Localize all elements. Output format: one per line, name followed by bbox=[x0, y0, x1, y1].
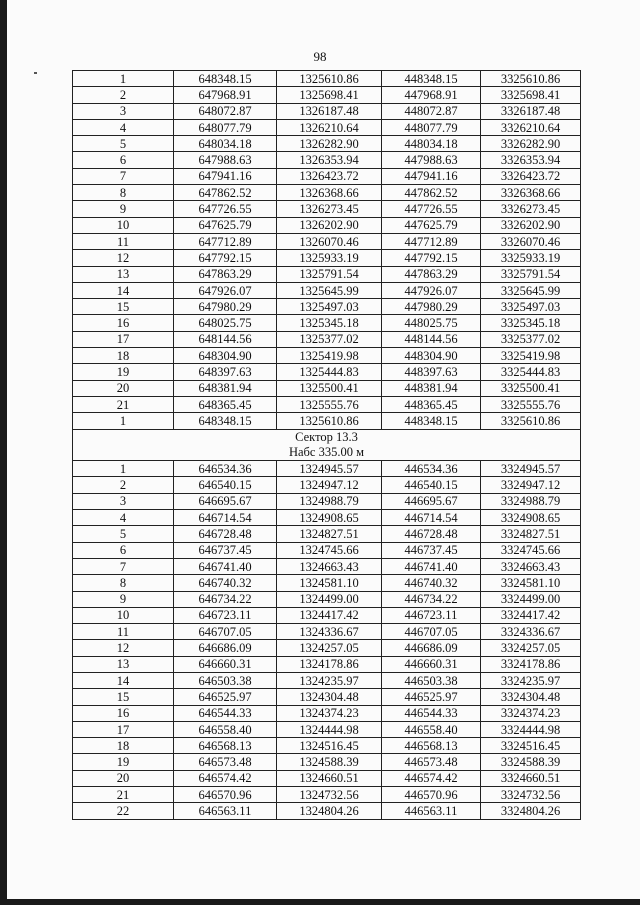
coordinate-cell: 648381.94 bbox=[174, 380, 277, 396]
point-number-cell: 9 bbox=[73, 591, 174, 607]
coordinate-cell: 447625.79 bbox=[382, 217, 481, 233]
coordinate-cell: 3326368.66 bbox=[481, 185, 581, 201]
table-row bbox=[73, 558, 581, 574]
coordinate-cell: 646540.15 bbox=[174, 477, 277, 493]
coordinate-cell: 446740.32 bbox=[382, 575, 481, 591]
point-number-cell: 1 bbox=[73, 461, 174, 477]
table-row bbox=[73, 299, 581, 315]
coordinate-cell: 446728.48 bbox=[382, 526, 481, 542]
coordinate-cell: 447968.91 bbox=[382, 87, 481, 103]
table-row bbox=[73, 87, 581, 103]
coordinate-cell: 3324444.98 bbox=[481, 721, 581, 737]
coordinate-cell: 646525.97 bbox=[174, 689, 277, 705]
point-number-cell: 9 bbox=[73, 201, 174, 217]
coordinate-cell: 446563.11 bbox=[382, 803, 481, 819]
coordinate-cell: 3326423.72 bbox=[481, 168, 581, 184]
coordinate-cell: 1324336.67 bbox=[277, 624, 382, 640]
coordinate-cell: 3324516.45 bbox=[481, 738, 581, 754]
coordinate-cell: 1324178.86 bbox=[277, 656, 382, 672]
coordinate-cell: 446544.33 bbox=[382, 705, 481, 721]
table-row bbox=[73, 575, 581, 591]
table-row bbox=[73, 624, 581, 640]
point-number-cell: 4 bbox=[73, 119, 174, 135]
point-number-cell: 17 bbox=[73, 331, 174, 347]
coordinate-cell: 3325933.19 bbox=[481, 250, 581, 266]
coordinate-cell: 446570.96 bbox=[382, 787, 481, 803]
coordinate-cell: 447726.55 bbox=[382, 201, 481, 217]
coordinate-cell: 1325500.41 bbox=[277, 380, 382, 396]
coordinate-cell: 647726.55 bbox=[174, 201, 277, 217]
point-number-cell: 7 bbox=[73, 558, 174, 574]
point-number-cell: 8 bbox=[73, 575, 174, 591]
coordinate-cell: 1325555.76 bbox=[277, 396, 382, 412]
coordinate-cell: 3326273.45 bbox=[481, 201, 581, 217]
coordinate-cell: 3326210.64 bbox=[481, 119, 581, 135]
table-row bbox=[73, 250, 581, 266]
coordinate-cell: 448144.56 bbox=[382, 331, 481, 347]
coordinate-cell: 3325645.99 bbox=[481, 282, 581, 298]
coordinate-cell: 1325444.83 bbox=[277, 364, 382, 380]
point-number-cell: 12 bbox=[73, 250, 174, 266]
table-row bbox=[73, 607, 581, 623]
point-number-cell: 17 bbox=[73, 721, 174, 737]
point-number-cell: 16 bbox=[73, 705, 174, 721]
table-row bbox=[73, 510, 581, 526]
coordinate-cell: 646695.67 bbox=[174, 493, 277, 509]
point-number-cell: 19 bbox=[73, 754, 174, 770]
coordinate-cell: 1324581.10 bbox=[277, 575, 382, 591]
coordinate-cell: 3326353.94 bbox=[481, 152, 581, 168]
point-number-cell: 2 bbox=[73, 477, 174, 493]
table-row bbox=[73, 787, 581, 803]
coordinate-cell: 3324499.00 bbox=[481, 591, 581, 607]
table-row bbox=[73, 136, 581, 152]
point-number-cell: 2 bbox=[73, 87, 174, 103]
coordinate-cell: 1324804.26 bbox=[277, 803, 382, 819]
coordinate-cell: 647712.89 bbox=[174, 233, 277, 249]
point-number-cell: 1 bbox=[73, 71, 174, 87]
table-row bbox=[73, 591, 581, 607]
coordinate-cell: 446525.97 bbox=[382, 689, 481, 705]
coordinate-cell: 3325345.18 bbox=[481, 315, 581, 331]
table-row bbox=[73, 168, 581, 184]
coordinate-cell: 648034.18 bbox=[174, 136, 277, 152]
table-row bbox=[73, 705, 581, 721]
coordinate-cell: 3325555.76 bbox=[481, 396, 581, 412]
table-row bbox=[73, 71, 581, 87]
table-row bbox=[73, 233, 581, 249]
coordinate-cell: 3324988.79 bbox=[481, 493, 581, 509]
point-number-cell: 15 bbox=[73, 299, 174, 315]
coordinate-cell: 446686.09 bbox=[382, 640, 481, 656]
point-number-cell: 1 bbox=[73, 413, 174, 429]
table-row bbox=[73, 201, 581, 217]
point-number-cell: 13 bbox=[73, 656, 174, 672]
coordinate-cell: 1324444.98 bbox=[277, 721, 382, 737]
coordinate-cell: 1324947.12 bbox=[277, 477, 382, 493]
coordinate-cell: 3324417.42 bbox=[481, 607, 581, 623]
point-number-cell: 8 bbox=[73, 185, 174, 201]
coordinate-cell: 647863.29 bbox=[174, 266, 277, 282]
coordinate-cell: 446574.42 bbox=[382, 770, 481, 786]
coordinate-cell: 3326282.90 bbox=[481, 136, 581, 152]
coordinate-cell: 646740.32 bbox=[174, 575, 277, 591]
coordinate-cell: 647980.29 bbox=[174, 299, 277, 315]
coordinate-cell: 447712.89 bbox=[382, 233, 481, 249]
table-row bbox=[73, 348, 581, 364]
coordinate-cell: 647926.07 bbox=[174, 282, 277, 298]
point-number-cell: 4 bbox=[73, 510, 174, 526]
point-number-cell: 20 bbox=[73, 380, 174, 396]
coordinate-cell: 3325500.41 bbox=[481, 380, 581, 396]
point-number-cell: 16 bbox=[73, 315, 174, 331]
coordinate-cell: 646737.45 bbox=[174, 542, 277, 558]
coordinate-cell: 446660.31 bbox=[382, 656, 481, 672]
table-row bbox=[73, 331, 581, 347]
coordinate-cell: 647941.16 bbox=[174, 168, 277, 184]
coordinate-cell: 1325933.19 bbox=[277, 250, 382, 266]
coordinate-cell: 1324827.51 bbox=[277, 526, 382, 542]
point-number-cell: 5 bbox=[73, 526, 174, 542]
point-number-cell: 20 bbox=[73, 770, 174, 786]
point-number-cell: 6 bbox=[73, 542, 174, 558]
coordinate-cell: 3326070.46 bbox=[481, 233, 581, 249]
coordinate-cell: 1326187.48 bbox=[277, 103, 382, 119]
coordinate-cell: 3324663.43 bbox=[481, 558, 581, 574]
point-number-cell: 18 bbox=[73, 348, 174, 364]
table-row bbox=[73, 803, 581, 819]
coordinate-cell: 3324235.97 bbox=[481, 672, 581, 688]
coordinate-cell: 1325610.86 bbox=[277, 413, 382, 429]
coordinate-cell: 647968.91 bbox=[174, 87, 277, 103]
point-number-cell: 11 bbox=[73, 624, 174, 640]
coordinate-cell: 3325610.86 bbox=[481, 413, 581, 429]
coordinate-cell: 448381.94 bbox=[382, 380, 481, 396]
coordinate-cell: 646574.42 bbox=[174, 770, 277, 786]
coordinate-cell: 3326187.48 bbox=[481, 103, 581, 119]
coordinate-cell: 1324663.43 bbox=[277, 558, 382, 574]
coordinate-cell: 447988.63 bbox=[382, 152, 481, 168]
coordinate-cell: 446741.40 bbox=[382, 558, 481, 574]
table-row bbox=[73, 152, 581, 168]
coordinate-cell: 1325377.02 bbox=[277, 331, 382, 347]
coordinate-cell: 1326273.45 bbox=[277, 201, 382, 217]
coordinate-cell: 1324588.39 bbox=[277, 754, 382, 770]
coordinate-cell: 446707.05 bbox=[382, 624, 481, 640]
section-subtitle: Набс 335.00 м bbox=[73, 445, 581, 461]
table-row bbox=[73, 266, 581, 282]
coordinate-cell: 3324732.56 bbox=[481, 787, 581, 803]
point-number-cell: 14 bbox=[73, 672, 174, 688]
coordinate-cell: 647792.15 bbox=[174, 250, 277, 266]
coordinate-cell: 1324945.57 bbox=[277, 461, 382, 477]
table-row bbox=[73, 526, 581, 542]
coordinate-cell: 1326210.64 bbox=[277, 119, 382, 135]
coordinates-table bbox=[72, 70, 581, 820]
table-row bbox=[73, 542, 581, 558]
point-number-cell: 21 bbox=[73, 787, 174, 803]
table-row bbox=[73, 364, 581, 380]
point-number-cell: 3 bbox=[73, 103, 174, 119]
table-row bbox=[73, 185, 581, 201]
coordinate-cell: 648348.15 bbox=[174, 71, 277, 87]
coordinate-cell: 446737.45 bbox=[382, 542, 481, 558]
coordinate-cell: 446540.15 bbox=[382, 477, 481, 493]
scan-speck bbox=[34, 72, 37, 74]
scan-left-edge bbox=[0, 0, 7, 905]
table-row bbox=[73, 413, 581, 429]
coordinate-cell: 1324988.79 bbox=[277, 493, 382, 509]
coordinate-cell: 1325645.99 bbox=[277, 282, 382, 298]
coordinate-cell: 647625.79 bbox=[174, 217, 277, 233]
coordinate-cell: 646734.22 bbox=[174, 591, 277, 607]
coordinate-cell: 3324336.67 bbox=[481, 624, 581, 640]
coordinate-cell: 446503.38 bbox=[382, 672, 481, 688]
coordinate-cell: 3324827.51 bbox=[481, 526, 581, 542]
table-row bbox=[73, 640, 581, 656]
table-row bbox=[73, 477, 581, 493]
point-number-cell: 7 bbox=[73, 168, 174, 184]
coordinate-cell: 3324581.10 bbox=[481, 575, 581, 591]
table-row bbox=[73, 770, 581, 786]
table-row bbox=[73, 493, 581, 509]
coordinate-cell: 648397.63 bbox=[174, 364, 277, 380]
coordinate-cell: 646534.36 bbox=[174, 461, 277, 477]
coordinate-cell: 3324588.39 bbox=[481, 754, 581, 770]
coordinate-cell: 446558.40 bbox=[382, 721, 481, 737]
coordinate-cell: 1324660.51 bbox=[277, 770, 382, 786]
coordinate-cell: 646707.05 bbox=[174, 624, 277, 640]
table-row bbox=[73, 461, 581, 477]
point-number-cell: 21 bbox=[73, 396, 174, 412]
table-row bbox=[73, 689, 581, 705]
coordinate-cell: 646728.48 bbox=[174, 526, 277, 542]
coordinate-cell: 646570.96 bbox=[174, 787, 277, 803]
coordinate-cell: 648077.79 bbox=[174, 119, 277, 135]
coordinate-cell: 648025.75 bbox=[174, 315, 277, 331]
coordinate-cell: 1326353.94 bbox=[277, 152, 382, 168]
coordinate-cell: 648072.87 bbox=[174, 103, 277, 119]
coordinate-cell: 447862.52 bbox=[382, 185, 481, 201]
coordinate-cell: 3325444.83 bbox=[481, 364, 581, 380]
table-row bbox=[73, 282, 581, 298]
coordinate-cell: 648144.56 bbox=[174, 331, 277, 347]
coordinate-cell: 446573.48 bbox=[382, 754, 481, 770]
table-row bbox=[73, 754, 581, 770]
coordinate-cell: 446695.67 bbox=[382, 493, 481, 509]
coordinate-cell: 448072.87 bbox=[382, 103, 481, 119]
coordinate-cell: 1325345.18 bbox=[277, 315, 382, 331]
coordinate-cell: 1324516.45 bbox=[277, 738, 382, 754]
coordinate-cell: 3325698.41 bbox=[481, 87, 581, 103]
coordinate-cell: 446534.36 bbox=[382, 461, 481, 477]
coordinate-cell: 448348.15 bbox=[382, 71, 481, 87]
table-row bbox=[73, 103, 581, 119]
coordinate-cell: 3326202.90 bbox=[481, 217, 581, 233]
coordinate-cell: 648365.45 bbox=[174, 396, 277, 412]
coordinate-cell: 1326368.66 bbox=[277, 185, 382, 201]
coordinate-cell: 448034.18 bbox=[382, 136, 481, 152]
coordinate-cell: 646568.13 bbox=[174, 738, 277, 754]
coordinate-cell: 1324499.00 bbox=[277, 591, 382, 607]
coordinate-cell: 1324732.56 bbox=[277, 787, 382, 803]
coordinate-cell: 646503.38 bbox=[174, 672, 277, 688]
coordinate-cell: 646563.11 bbox=[174, 803, 277, 819]
point-number-cell: 12 bbox=[73, 640, 174, 656]
point-number-cell: 15 bbox=[73, 689, 174, 705]
coordinate-cell: 646544.33 bbox=[174, 705, 277, 721]
coordinate-cell: 446723.11 bbox=[382, 607, 481, 623]
coordinate-cell: 647988.63 bbox=[174, 152, 277, 168]
coordinate-cell: 3325610.86 bbox=[481, 71, 581, 87]
point-number-cell: 10 bbox=[73, 217, 174, 233]
coordinate-cell: 3324178.86 bbox=[481, 656, 581, 672]
coordinate-cell: 3324660.51 bbox=[481, 770, 581, 786]
scan-bottom-edge bbox=[0, 899, 640, 905]
coordinate-cell: 448025.75 bbox=[382, 315, 481, 331]
table-row bbox=[73, 738, 581, 754]
table-row bbox=[73, 672, 581, 688]
coordinate-cell: 448348.15 bbox=[382, 413, 481, 429]
table-row bbox=[73, 380, 581, 396]
coordinate-cell: 448304.90 bbox=[382, 348, 481, 364]
coordinate-cell: 3324745.66 bbox=[481, 542, 581, 558]
section-title: Сектор 13.3 bbox=[73, 429, 581, 445]
coordinate-cell: 446714.54 bbox=[382, 510, 481, 526]
table-row bbox=[73, 315, 581, 331]
coordinate-cell: 646573.48 bbox=[174, 754, 277, 770]
coordinate-cell: 1325419.98 bbox=[277, 348, 382, 364]
section-subtitle-row bbox=[73, 445, 581, 461]
point-number-cell: 5 bbox=[73, 136, 174, 152]
table-row bbox=[73, 217, 581, 233]
coordinate-cell: 1326070.46 bbox=[277, 233, 382, 249]
coordinate-cell: 447863.29 bbox=[382, 266, 481, 282]
coordinate-cell: 1324417.42 bbox=[277, 607, 382, 623]
coordinate-cell: 646660.31 bbox=[174, 656, 277, 672]
coordinate-cell: 3325419.98 bbox=[481, 348, 581, 364]
coordinate-cell: 1324235.97 bbox=[277, 672, 382, 688]
coordinate-cell: 647862.52 bbox=[174, 185, 277, 201]
table-row bbox=[73, 721, 581, 737]
coordinate-cell: 447941.16 bbox=[382, 168, 481, 184]
coordinate-cell: 3325377.02 bbox=[481, 331, 581, 347]
page-number: 98 bbox=[313, 49, 327, 64]
coordinate-cell: 1325497.03 bbox=[277, 299, 382, 315]
coordinate-cell: 447926.07 bbox=[382, 282, 481, 298]
coordinate-cell: 646741.40 bbox=[174, 558, 277, 574]
coordinate-cell: 1326202.90 bbox=[277, 217, 382, 233]
coordinate-cell: 1325698.41 bbox=[277, 87, 382, 103]
coordinate-cell: 3325791.54 bbox=[481, 266, 581, 282]
coordinate-cell: 448365.45 bbox=[382, 396, 481, 412]
table-row bbox=[73, 396, 581, 412]
coordinate-cell: 646558.40 bbox=[174, 721, 277, 737]
coordinate-cell: 646686.09 bbox=[174, 640, 277, 656]
point-number-cell: 19 bbox=[73, 364, 174, 380]
coordinate-cell: 3325497.03 bbox=[481, 299, 581, 315]
coordinate-cell: 646714.54 bbox=[174, 510, 277, 526]
coordinate-cell: 446734.22 bbox=[382, 591, 481, 607]
point-number-cell: 10 bbox=[73, 607, 174, 623]
coordinate-cell: 1324745.66 bbox=[277, 542, 382, 558]
coordinate-cell: 3324374.23 bbox=[481, 705, 581, 721]
coordinate-cell: 1325791.54 bbox=[277, 266, 382, 282]
coordinate-cell: 3324804.26 bbox=[481, 803, 581, 819]
coordinate-cell: 1324304.48 bbox=[277, 689, 382, 705]
coordinate-cell: 448077.79 bbox=[382, 119, 481, 135]
point-number-cell: 14 bbox=[73, 282, 174, 298]
table-row bbox=[73, 656, 581, 672]
point-number-cell: 11 bbox=[73, 233, 174, 249]
coordinate-cell: 1324257.05 bbox=[277, 640, 382, 656]
section-title-row bbox=[73, 429, 581, 445]
coordinate-cell: 646723.11 bbox=[174, 607, 277, 623]
coordinates-table-body bbox=[73, 71, 581, 820]
coordinate-cell: 648348.15 bbox=[174, 413, 277, 429]
point-number-cell: 6 bbox=[73, 152, 174, 168]
point-number-cell: 22 bbox=[73, 803, 174, 819]
coordinate-cell: 1326423.72 bbox=[277, 168, 382, 184]
coordinate-cell: 3324304.48 bbox=[481, 689, 581, 705]
coordinate-cell: 446568.13 bbox=[382, 738, 481, 754]
coordinate-cell: 3324945.57 bbox=[481, 461, 581, 477]
coordinate-cell: 447792.15 bbox=[382, 250, 481, 266]
coordinate-cell: 448397.63 bbox=[382, 364, 481, 380]
coordinate-cell: 3324947.12 bbox=[481, 477, 581, 493]
coordinate-cell: 1324374.23 bbox=[277, 705, 382, 721]
coordinate-cell: 1324908.65 bbox=[277, 510, 382, 526]
coordinate-cell: 447980.29 bbox=[382, 299, 481, 315]
table-row bbox=[73, 119, 581, 135]
point-number-cell: 18 bbox=[73, 738, 174, 754]
coordinate-cell: 3324908.65 bbox=[481, 510, 581, 526]
coordinate-cell: 1325610.86 bbox=[277, 71, 382, 87]
coordinate-cell: 3324257.05 bbox=[481, 640, 581, 656]
point-number-cell: 3 bbox=[73, 493, 174, 509]
coordinate-cell: 648304.90 bbox=[174, 348, 277, 364]
point-number-cell: 13 bbox=[73, 266, 174, 282]
coordinate-cell: 1326282.90 bbox=[277, 136, 382, 152]
